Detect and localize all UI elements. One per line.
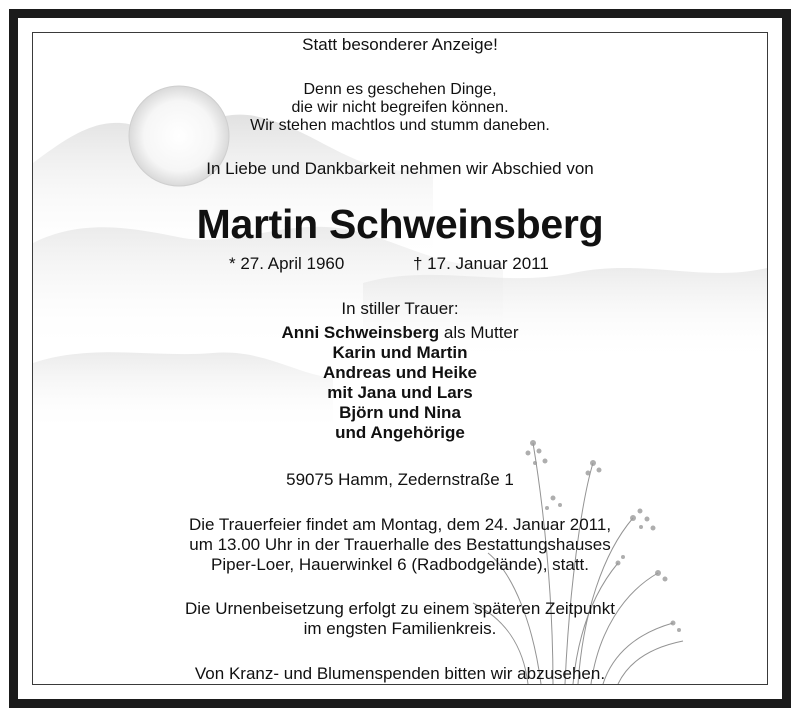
- funeral-line: um 13.00 Uhr in der Trauerhalle des Bestattungshauses: [189, 535, 611, 554]
- urn-line: Die Urnenbeisetzung erfolgt zu einem späteren Zeitpunkt: [185, 599, 615, 618]
- quote-line: Denn es geschehen Dinge,: [303, 81, 497, 98]
- mourner-line: Andreas und Heike: [323, 363, 477, 382]
- death-date: † 17. Januar 2011: [413, 254, 549, 273]
- birth-date: * 27. April 1960: [229, 254, 345, 273]
- quote-line: Wir stehen machtlos und stumm daneben.: [250, 117, 550, 134]
- mourner-line: Björn und Nina: [339, 403, 461, 422]
- farewell-line: In Liebe und Dankbarkeit nehmen wir Abschied von: [206, 159, 594, 178]
- mourner-relation: als Mutter: [439, 323, 519, 342]
- mourner-line: mit Jana und Lars: [327, 383, 473, 402]
- mourning-intro: In stiller Trauer:: [341, 299, 459, 318]
- quote-line: die wir nicht begreifen können.: [291, 99, 509, 116]
- urn-line: im engsten Familienkreis.: [303, 619, 497, 638]
- mourner-line: Karin und Martin: [332, 343, 468, 362]
- funeral-line: Die Trauerfeier findet am Montag, dem 24. Januar 2011,: [188, 515, 612, 534]
- mourner-name: Anni Schweinsberg: [281, 323, 440, 342]
- mourner-primary: [0, 323, 800, 343]
- mourner-line: und Angehörige: [335, 423, 465, 442]
- deceased-name: Martin Schweinsberg: [196, 201, 604, 247]
- address: 59075 Hamm, Zedernstraße 1: [286, 470, 514, 489]
- funeral-line: Piper-Loer, Hauerwinkel 6 (Radbodgelände), statt.: [211, 555, 589, 574]
- closing-line: Von Kranz- und Blumenspenden bitten wir abzusehen.: [194, 664, 606, 683]
- intro-heading: Statt besonderer Anzeige!: [302, 35, 498, 54]
